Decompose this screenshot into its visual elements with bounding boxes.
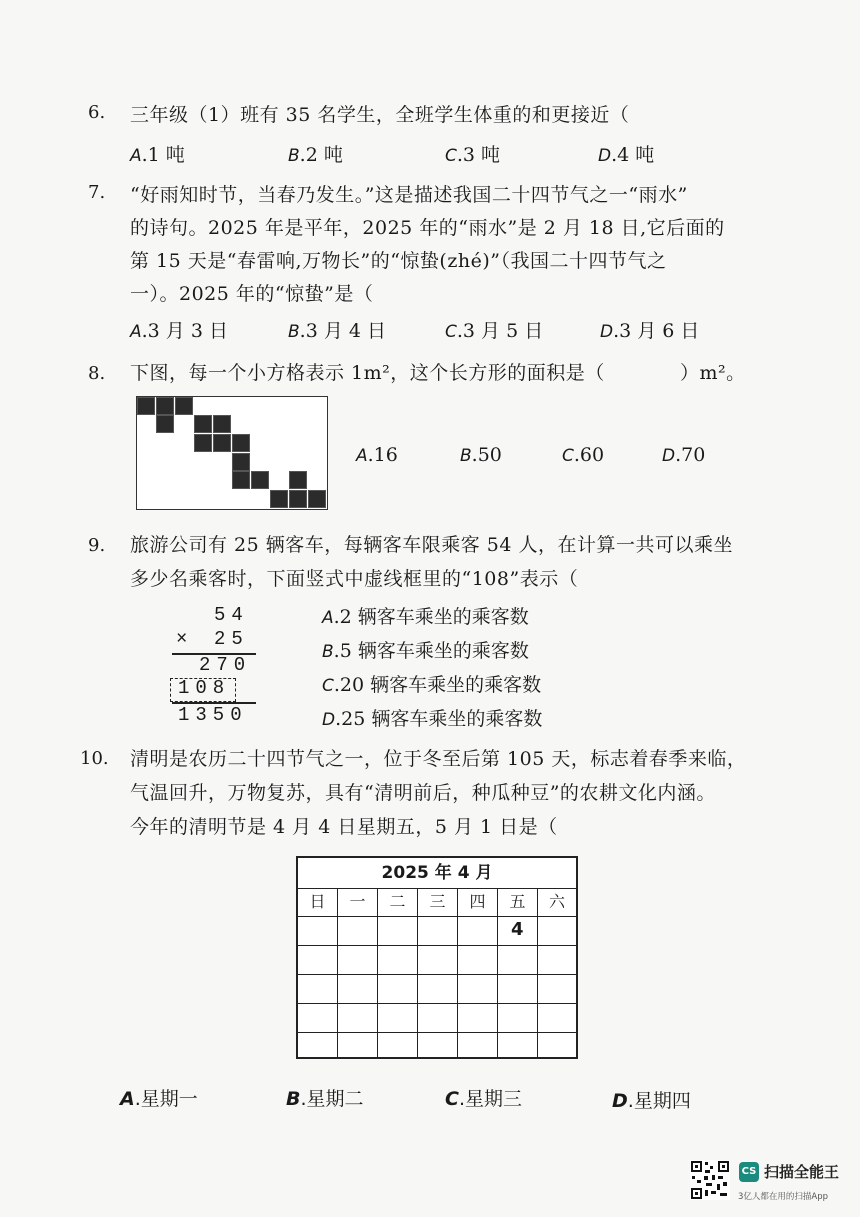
q6-option-b: B.2 吨 xyxy=(288,144,343,166)
watermark-tagline: 3亿人都在用的扫描App xyxy=(738,1192,829,1202)
q10-number: 10. xyxy=(80,748,109,769)
shaded-cell xyxy=(194,434,212,452)
shaded-cell xyxy=(232,434,250,452)
q7-option-a: A.3 月 3 日 xyxy=(130,320,228,342)
q8-option-c: C.60 xyxy=(562,444,605,466)
q8-text-a: 下图，每一个小方格表示 1m²，这个长方形的面积是（ xyxy=(130,362,605,384)
weekday-fri: 五 xyxy=(509,892,526,911)
shaded-cell xyxy=(289,471,307,489)
q6-text: 三年级（1）班有 35 名学生，全班学生体重的和更接近（ xyxy=(130,104,630,126)
shaded-cell xyxy=(289,490,307,508)
q10-option-a: A.星期一 xyxy=(120,1088,198,1110)
calc-times-sign: × xyxy=(176,628,194,650)
calendar-week-row xyxy=(298,945,576,975)
q9-option-a: A.2 辆客车乘坐的乘客数 xyxy=(322,606,529,628)
q7-line-3: 第 15 天是“春雷响,万物长”的“惊蛰(zhé)”（我国二十四节气之 xyxy=(130,250,667,272)
grid-rectangle-figure xyxy=(136,396,328,510)
q6-option-c: C.3 吨 xyxy=(445,144,501,166)
q9-option-c: C.20 辆客车乘坐的乘客数 xyxy=(322,674,542,696)
q7-option-d: D.3 月 6 日 xyxy=(600,320,700,342)
q10-option-c: C.星期三 xyxy=(445,1088,522,1110)
calendar-week-row xyxy=(298,916,576,946)
camscanner-logo: CS xyxy=(739,1162,759,1182)
calendar-week-row xyxy=(298,1003,576,1033)
q9-line-2: 多少名乘客时，下面竖式中虚线框里的“108”表示（ xyxy=(130,568,579,590)
calc-multiplicand: 54 xyxy=(214,604,249,626)
q9-line-1: 旅游公司有 25 辆客车，每辆客车限乘客 54 人，在计算一共可以乘坐 xyxy=(130,534,734,556)
q8-option-a: A.16 xyxy=(356,444,398,466)
shaded-cell xyxy=(175,397,193,415)
shaded-cell xyxy=(232,471,250,489)
weekday-sat: 六 xyxy=(548,892,565,911)
shaded-cell xyxy=(213,415,231,433)
qr-code-icon xyxy=(690,1160,730,1200)
calendar-day-4: 4 xyxy=(511,919,524,940)
q7-option-b: B.3 月 4 日 xyxy=(288,320,387,342)
q7-option-c: C.3 月 5 日 xyxy=(445,320,544,342)
weekday-wed: 三 xyxy=(429,892,446,911)
q9-option-d: D.25 辆客车乘坐的乘客数 xyxy=(322,708,543,730)
weekday-mon: 一 xyxy=(349,892,366,911)
q10-option-d: D.星期四 xyxy=(612,1090,691,1112)
q10-option-b: B.星期二 xyxy=(286,1088,364,1110)
q9-option-b: B.5 辆客车乘坐的乘客数 xyxy=(322,640,529,662)
q6-option-a: A.1 吨 xyxy=(130,144,185,166)
q8-option-d: D.70 xyxy=(662,444,706,466)
shaded-cell xyxy=(194,415,212,433)
shaded-cell xyxy=(251,471,269,489)
q7-line-4: 一）。2025 年的“惊蛰”是（ xyxy=(130,283,374,305)
calc-multiplier: 25 xyxy=(214,628,249,650)
q8-text-b: ）m²。 xyxy=(680,362,746,384)
weekday-thu: 四 xyxy=(469,892,486,911)
weekday-tue: 二 xyxy=(389,892,406,911)
q7-line-1: “好雨知时节，当春乃发生。”这是描述我国二十四节气之一“雨水” xyxy=(130,184,688,206)
calc-partial-2: 108 xyxy=(178,677,231,699)
calendar xyxy=(296,856,578,1059)
calc-product: 1350 xyxy=(178,704,248,726)
q10-line-1: 清明是农历二十四节气之一，位于冬至后第 105 天，标志着春季来临， xyxy=(130,748,747,770)
q7-number: 7. xyxy=(88,182,106,203)
q6-option-d: D.4 吨 xyxy=(598,144,655,166)
q6-number: 6. xyxy=(88,102,106,123)
q7-line-2: 的诗句。2025 年是平年，2025 年的“雨水”是 2 月 18 日,它后面的 xyxy=(130,217,725,239)
q10-line-2: 气温回升，万物复苏，具有“清明前后，种瓜种豆”的农耕文化内涵。 xyxy=(130,782,716,804)
q8-number: 8. xyxy=(88,363,106,384)
shaded-cell xyxy=(156,415,174,433)
q8-option-b: B.50 xyxy=(460,444,502,466)
shaded-cell xyxy=(232,453,250,471)
shaded-cell xyxy=(213,434,231,452)
shaded-cell xyxy=(137,397,155,415)
calc-partial-1: 270 xyxy=(199,654,252,676)
q10-line-3: 今年的清明节是 4 月 4 日星期五，5 月 1 日是（ xyxy=(130,816,558,838)
watermark-app-name: 扫描全能王 xyxy=(764,1163,840,1181)
weekday-sun: 日 xyxy=(309,892,326,911)
calendar-title: 2025 年 4 月 xyxy=(298,858,576,889)
calendar-week-row xyxy=(298,974,576,1004)
shaded-cell xyxy=(270,490,288,508)
q9-number: 9. xyxy=(88,535,106,556)
shaded-cell xyxy=(308,490,326,508)
shaded-cell xyxy=(156,397,174,415)
